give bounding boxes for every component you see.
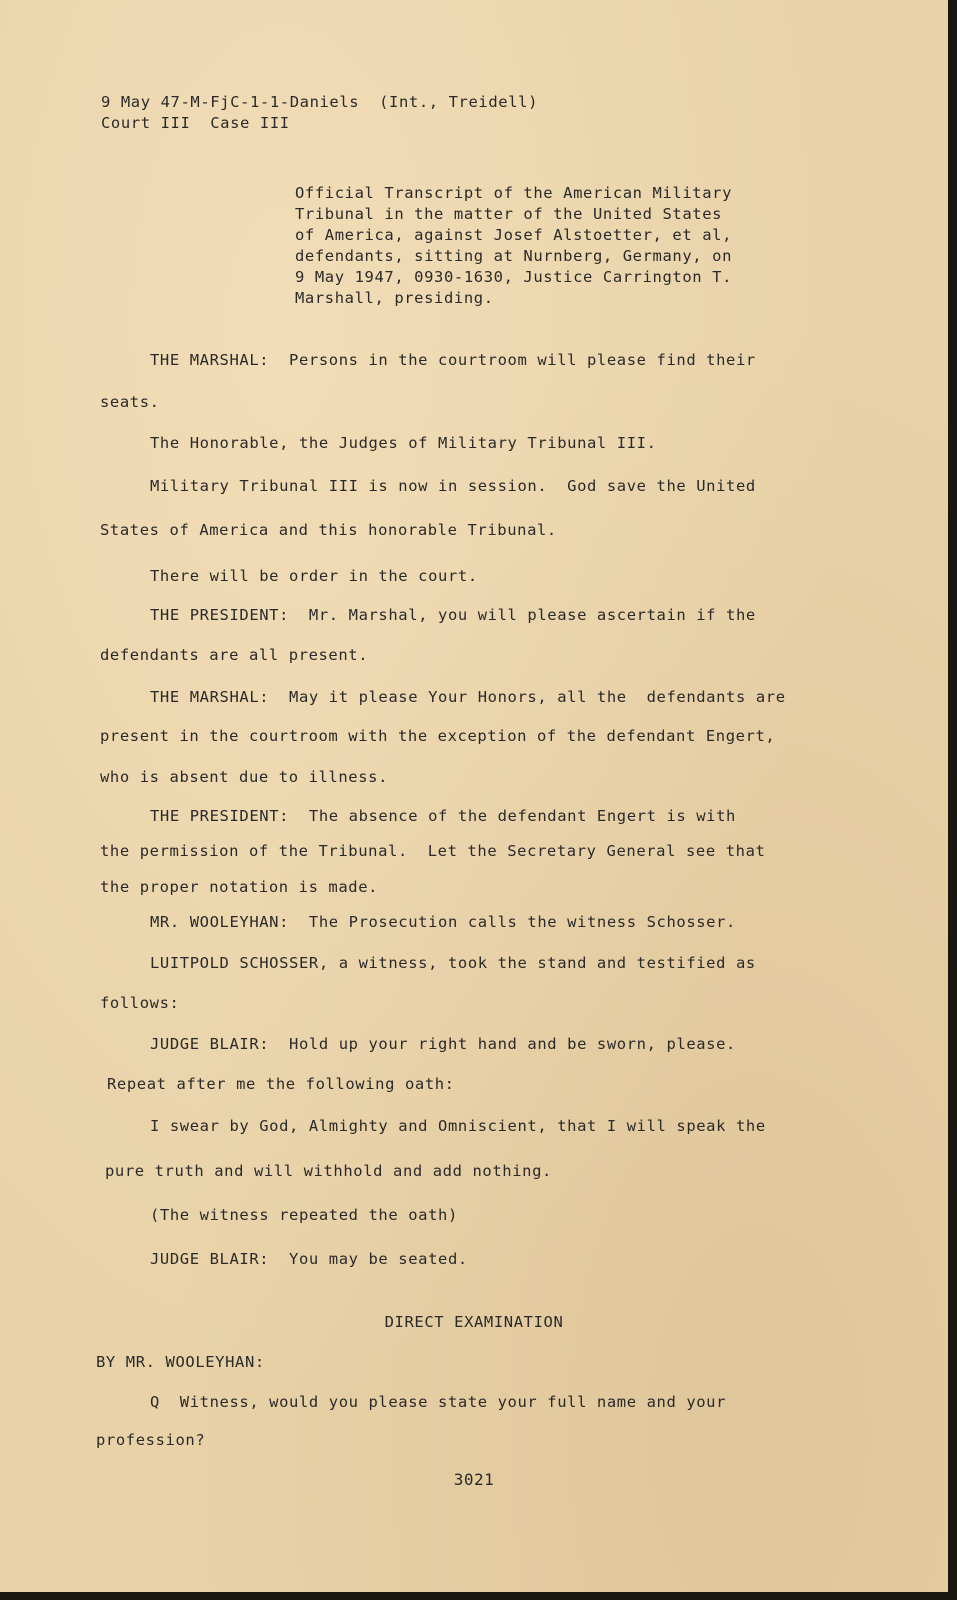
transcript-line: pure truth and will withhold and add nothing. bbox=[105, 1162, 552, 1180]
summary-line: Tribunal in the matter of the United States bbox=[295, 205, 723, 223]
section-heading: DIRECT EXAMINATION bbox=[384, 1313, 564, 1331]
transcript-line: MR. WOOLEYHAN: The Prosecution calls the witness Schosser. bbox=[150, 913, 736, 931]
transcript-line: who is absent due to illness. bbox=[100, 768, 389, 786]
transcript-line: THE PRESIDENT: Mr. Marshal, you will please ascertain if the bbox=[150, 606, 756, 624]
summary-line: of America, against Josef Alstoetter, et al, bbox=[295, 226, 732, 244]
transcript-line: follows: bbox=[100, 994, 180, 1012]
transcript-line: THE MARSHAL: May it please Your Honors, all the defendants are bbox=[150, 688, 786, 706]
transcript-line: defendants are all present. bbox=[100, 646, 369, 664]
transcript-line: Military Tribunal III is now in session. God save the United bbox=[150, 477, 756, 495]
transcript-line: JUDGE BLAIR: You may be seated. bbox=[150, 1250, 468, 1268]
transcript-line: JUDGE BLAIR: Hold up your right hand and be sworn, please. bbox=[150, 1035, 736, 1053]
transcript-line: States of America and this honorable Tribunal. bbox=[100, 521, 557, 539]
transcript-line: the proper notation is made. bbox=[100, 878, 379, 896]
transcript-line: (The witness repeated the oath) bbox=[150, 1206, 458, 1224]
header-line-2: Court III Case III bbox=[101, 114, 290, 132]
summary-line: Marshall, presiding. bbox=[295, 289, 494, 307]
page-number: 3021 bbox=[453, 1470, 495, 1489]
transcript-line: present in the courtroom with the exception of the defendant Engert, bbox=[100, 727, 776, 745]
transcript-line: Q Witness, would you please state your full name and your bbox=[150, 1393, 727, 1411]
transcript-line: BY MR. WOOLEYHAN: bbox=[96, 1353, 265, 1371]
transcript-line: profession? bbox=[96, 1431, 206, 1449]
transcript-line: the permission of the Tribunal. Let the Secretary General see that bbox=[100, 842, 766, 860]
transcript-line: The Honorable, the Judges of Military Tribunal III. bbox=[150, 434, 657, 452]
transcript-line: I swear by God, Almighty and Omniscient, that I will speak the bbox=[150, 1117, 766, 1135]
summary-line: Official Transcript of the American Military bbox=[295, 184, 732, 202]
transcript-line: THE PRESIDENT: The absence of the defendant Engert is with bbox=[150, 807, 736, 825]
transcript-line: seats. bbox=[100, 393, 160, 411]
transcript-line: LUITPOLD SCHOSSER, a witness, took the stand and testified as bbox=[150, 954, 756, 972]
summary-line: 9 May 1947, 0930-1630, Justice Carrington T. bbox=[295, 268, 732, 286]
transcript-line: Repeat after me the following oath: bbox=[107, 1075, 455, 1093]
header-line-1: 9 May 47-M-FjC-1-1-Daniels (Int., Treidell) bbox=[101, 93, 538, 111]
summary-line: defendants, sitting at Nurnberg, Germany, on bbox=[295, 247, 732, 265]
transcript-line: THE MARSHAL: Persons in the courtroom will please find their bbox=[150, 351, 756, 369]
transcript-line: There will be order in the court. bbox=[150, 567, 478, 585]
